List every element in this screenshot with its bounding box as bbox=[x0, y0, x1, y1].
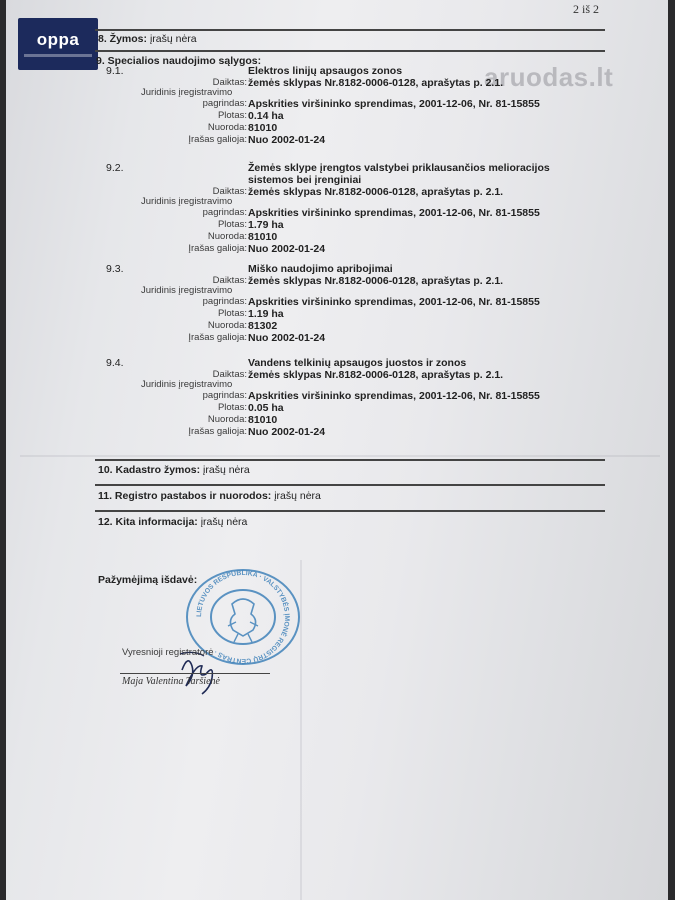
juridinis-label: Juridinis įregistravimo bbox=[141, 196, 233, 207]
section11-heading: 11. Registro pastabos ir nuorodos: bbox=[98, 490, 272, 502]
nuoroda-value: 81010 bbox=[248, 122, 278, 134]
item-title: Elektros linijų apsaugos zonos bbox=[248, 65, 403, 77]
daiktas-label: Daiktas: bbox=[212, 369, 247, 380]
galioja-label: Įrašas galioja: bbox=[188, 134, 247, 145]
registrar-title: Vyresnioji registratorė bbox=[122, 647, 214, 658]
nuoroda-label: Nuoroda: bbox=[207, 320, 247, 331]
item-number: 9.3. bbox=[106, 263, 124, 275]
pagrindas-value: Apskrities viršininko sprendimas, 2001-12-06, Nr. 81-15855 bbox=[248, 207, 540, 219]
item-number: 9.4. bbox=[106, 357, 124, 369]
item-title-line2: sistemos bei įrenginiai bbox=[248, 174, 362, 186]
pagrindas-value: Apskrities viršininko sprendimas, 2001-12-06, Nr. 81-15855 bbox=[248, 98, 540, 110]
section12-value: įrašų nėra bbox=[200, 516, 248, 528]
galioja-label: Įrašas galioja: bbox=[188, 332, 247, 343]
daiktas-value: žemės sklypas Nr.8182-0006-0128, aprašytas p. 2.1. bbox=[248, 77, 504, 89]
juridinis-label: Juridinis įregistravimo bbox=[141, 87, 233, 98]
pagrindas-label: pagrindas: bbox=[202, 207, 247, 218]
paper-sheet bbox=[6, 0, 668, 900]
section9-heading: 9. Specialios naudojimo sąlygos: bbox=[96, 55, 262, 67]
pagrindas-value: Apskrities viršininko sprendimas, 2001-12-06, Nr. 81-15855 bbox=[248, 296, 540, 308]
item-number: 9.1. bbox=[106, 65, 124, 77]
nuoroda-label: Nuoroda: bbox=[207, 122, 247, 133]
section12-heading: 12. Kita informacija: bbox=[98, 516, 198, 528]
galioja-label: Įrašas galioja: bbox=[188, 243, 247, 254]
item-title: Vandens telkinių apsaugos juostos ir zonos bbox=[248, 357, 467, 369]
pagrindas-label: pagrindas: bbox=[202, 296, 247, 307]
section-divider bbox=[95, 50, 605, 52]
item-title: Žemės sklype įrengtos valstybei priklausančios melioracijos bbox=[248, 162, 550, 174]
logo-text: oppa bbox=[36, 30, 80, 49]
section-divider bbox=[95, 510, 605, 512]
plotas-value: 0.14 ha bbox=[248, 110, 284, 122]
section10-value: įrašų nėra bbox=[203, 464, 250, 476]
section8 bbox=[98, 33, 197, 45]
daiktas-value: žemės sklypas Nr.8182-0006-0128, aprašytas p. 2.1. bbox=[248, 186, 504, 198]
galioja-value: Nuo 2002-01-24 bbox=[248, 426, 326, 438]
section10 bbox=[98, 464, 250, 476]
pagrindas-label: pagrindas: bbox=[202, 390, 247, 401]
section11 bbox=[98, 490, 321, 502]
galioja-value: Nuo 2002-01-24 bbox=[248, 332, 326, 344]
section12 bbox=[98, 516, 247, 528]
plotas-label: Plotas: bbox=[217, 219, 247, 230]
page-number: 2 iš 2 bbox=[573, 2, 600, 16]
nuoroda-value: 81010 bbox=[248, 414, 278, 426]
issued-by-label: Pažymėjimą išdavė: bbox=[98, 574, 198, 586]
plotas-label: Plotas: bbox=[217, 110, 247, 121]
section8-value: įrašų nėra bbox=[149, 33, 197, 45]
daiktas-value: žemės sklypas Nr.8182-0006-0128, aprašytas p. 2.1. bbox=[248, 275, 504, 287]
section-divider bbox=[95, 484, 605, 486]
plotas-value: 1.19 ha bbox=[248, 308, 284, 320]
watermark: aruodas.lt bbox=[484, 62, 614, 92]
oppa-logo[interactable] bbox=[18, 18, 98, 70]
paper-crease bbox=[20, 455, 660, 457]
galioja-label: Įrašas galioja: bbox=[188, 426, 247, 437]
logo-tagline bbox=[24, 54, 92, 57]
plotas-label: Plotas: bbox=[217, 402, 247, 413]
signature-line bbox=[120, 673, 270, 674]
item-number: 9.2. bbox=[106, 162, 124, 174]
signer-name: Maja Valentina Taršienė bbox=[122, 676, 220, 687]
nuoroda-value: 81302 bbox=[248, 320, 278, 332]
section8-heading: 8. Žymos: bbox=[98, 33, 148, 45]
plotas-value: 1.79 ha bbox=[248, 219, 284, 231]
section-divider bbox=[95, 29, 605, 31]
section10-heading: 10. Kadastro žymos: bbox=[98, 464, 201, 476]
daiktas-label: Daiktas: bbox=[212, 275, 247, 286]
stamp-ring-text: LIETUVOS RESPUBLIKA · VALSTYBĖS ĮMONĖ REGISTRŲ CENTRAS · bbox=[195, 569, 291, 665]
pagrindas-label: pagrindas: bbox=[202, 98, 247, 109]
galioja-value: Nuo 2002-01-24 bbox=[248, 243, 326, 255]
plotas-value: 0.05 ha bbox=[248, 402, 284, 414]
daiktas-label: Daiktas: bbox=[212, 77, 247, 88]
nuoroda-label: Nuoroda: bbox=[207, 414, 247, 425]
section11-value: įrašų nėra bbox=[274, 490, 321, 502]
item-title: Miško naudojimo apribojimai bbox=[248, 263, 393, 275]
nuoroda-value: 81010 bbox=[248, 231, 278, 243]
juridinis-label: Juridinis įregistravimo bbox=[141, 379, 233, 390]
daiktas-value: žemės sklypas Nr.8182-0006-0128, aprašytas p. 2.1. bbox=[248, 369, 504, 381]
nuoroda-label: Nuoroda: bbox=[207, 231, 247, 242]
daiktas-label: Daiktas: bbox=[212, 186, 247, 197]
juridinis-label: Juridinis įregistravimo bbox=[141, 285, 233, 296]
plotas-label: Plotas: bbox=[217, 308, 247, 319]
galioja-value: Nuo 2002-01-24 bbox=[248, 134, 326, 146]
section-divider bbox=[95, 459, 605, 461]
pagrindas-value: Apskrities viršininko sprendimas, 2001-12-06, Nr. 81-15855 bbox=[248, 390, 540, 402]
